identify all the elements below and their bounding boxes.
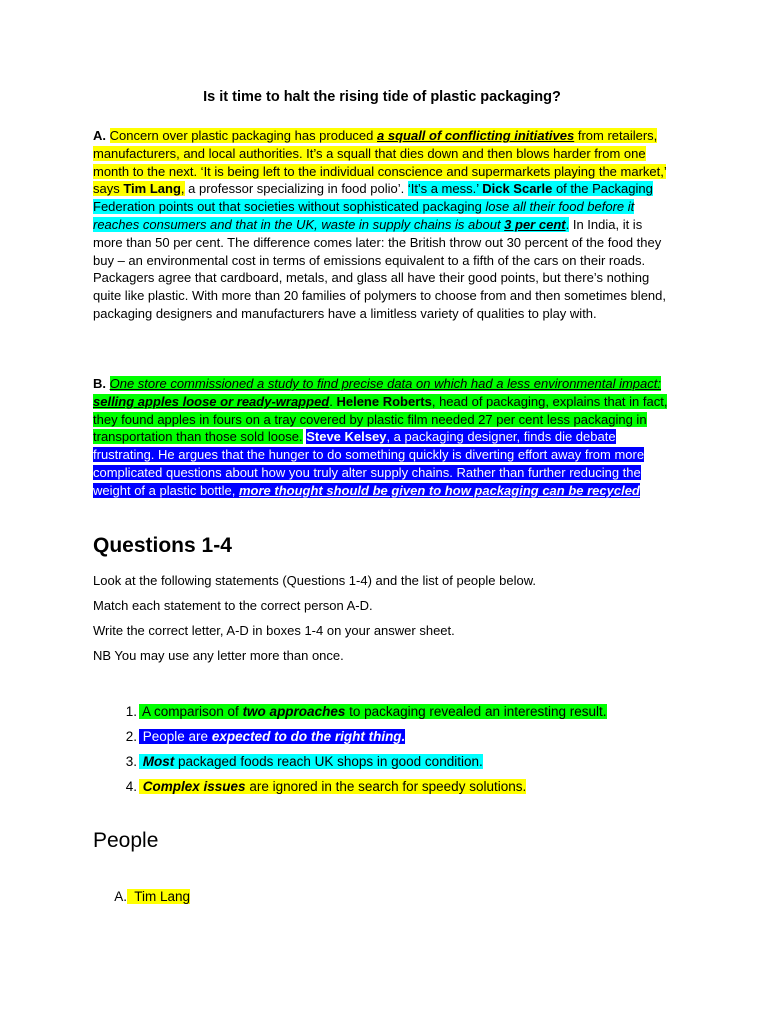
person-name-helene-roberts: Helene Roberts — [336, 393, 432, 409]
key-phrase: a squall of conflicting initiatives — [377, 128, 575, 143]
passage-b-label: B. — [93, 376, 106, 391]
highlight-green-text: One store commissioned a study to find precise data on which had a less environmental impact: selling apples loose or ready-wrapped. Helene Roberts, head of packaging, explains that in fact, they found apples in fours on a tray covered by plastic film needed 27 per cent less packaging in transportation than those sold loose. — [93, 376, 668, 445]
people-heading: People — [93, 829, 159, 852]
question-item: 2. People are expected to do the right thing. — [125, 729, 406, 744]
questions-heading: Questions 1-4 — [93, 534, 232, 557]
question-item: 3. Most packaged foods reach UK shops in good condition. — [125, 754, 483, 769]
person-name-tim-lang: Tim Lang — [123, 181, 181, 197]
instruction-line: NB You may use any letter more than once. — [93, 648, 344, 663]
highlight-yellow-text: Concern over plastic packaging has produced a squall of conflicting initiatives from retailers, manufacturers, and local authorities. It’s a squall that dies down and then blows harder from one month to the next. ‘It is being left to the individual conscience and supermarkets playing the market,’ says Tim Lang, — [93, 128, 667, 197]
instruction-line: Write the correct letter, A-D in boxes 1-4 on your answer sheet. — [93, 623, 455, 638]
instruction-line: Look at the following statements (Questions 1-4) and the list of people below. — [93, 573, 536, 588]
highlight-cyan-text: ‘It’s a mess.’ Dick Scarle of the Packaging Federation points out that societies without sophisticated packaging lose all their food before it reaches consumers and that in the UK, waste in supply chains is about 3 per cent. — [93, 181, 653, 232]
key-phrase: 3 per cent — [504, 216, 566, 232]
page-title: Is it time to halt the rising tide of plastic packaging? — [203, 89, 561, 105]
passage-b — [93, 375, 671, 500]
question-item: 1. A comparison of two approaches to packaging revealed an interesting result. — [125, 704, 607, 719]
passage-a — [93, 127, 671, 323]
person-name-dick-scarle: Dick Scarle — [482, 181, 553, 197]
plain-text: a professor specializing in food polio’. — [184, 181, 408, 197]
plain-text: In India, it is more than 50 per cent. The difference comes later: the British throw out 30 percent of the food they buy – an environmental cost in terms of emissions equivalent to a fifth of the cars on their roads. Packagers agree that cardboard, metals, and glass all have their good points, but there’s nothing quite like plastic. With more than 20 families of polymers to choose from and then sometimes blend, packaging designers and manufacturers have a limitless variety of qualities to play with. — [93, 216, 666, 321]
question-item: 4. Complex issues are ignored in the search for speedy solutions. — [125, 779, 527, 794]
passage-a-label: A. — [93, 128, 106, 143]
person-name-steve-kelsey: Steve Kelsey — [306, 429, 387, 445]
instruction-line: Match each statement to the correct person A-D. — [93, 598, 373, 613]
people-list-item: A. Tim Lang — [114, 889, 191, 904]
key-phrase: selling apples loose or ready-wrapped — [93, 393, 330, 409]
highlight-blue-text: Steve Kelsey, a packaging designer, finds die debate frustrating. He argues that the hunger to do something quickly is diverting effort away from more complicated questions about how you truly alter supply chains. Rather than further reducing the weight of a plastic bottle, more thought should be given to how packaging can be recycled — [93, 429, 645, 498]
key-phrase: more thought should be given to how packaging can be recycled — [238, 482, 640, 498]
question-list — [93, 702, 693, 802]
